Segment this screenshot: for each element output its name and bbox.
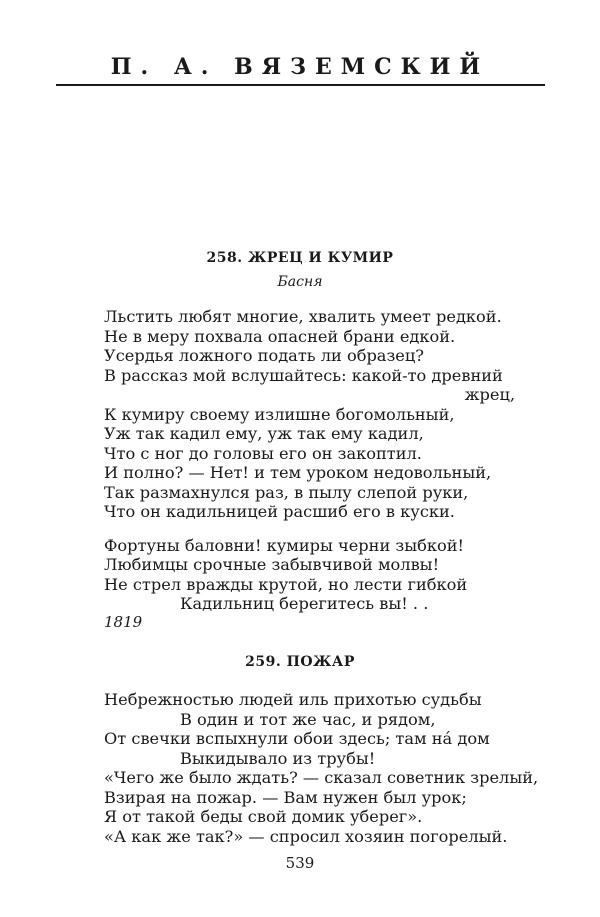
verse-line: К кумиру своему излишне богомольный, <box>104 404 455 424</box>
verse-line: От свечки вспыхнули обои здесь; там на́ дом <box>104 729 490 748</box>
verse-line: Взирая на пожар. — Вам нужен был урок; <box>104 787 467 807</box>
poem-text <box>104 307 524 614</box>
verse-line: Так размахнулся раз, в пылу слепой руки, <box>104 482 469 502</box>
poem-title: 259. ПОЖАР <box>245 654 355 670</box>
verse-line-continuation: жрец, <box>464 385 515 404</box>
verse-line: Любимцы срочные забывчивой молвы! <box>104 555 440 574</box>
poem-date: 1819 <box>104 613 143 631</box>
running-head: П. А. ВЯЗЕМСКИЙ <box>110 54 490 80</box>
verse-line: И полно? — Нет! и тем уроком недовольный, <box>104 463 492 482</box>
stanza-gap <box>104 522 524 536</box>
verse-line: Небрежностью людей иль прихотью судьбы <box>104 690 482 709</box>
verse-line: Льстить любят многие, хвалить умеет редкой. <box>104 307 502 326</box>
verse-line: «А как же так?» — спросил хозяин погорелый. <box>104 826 508 846</box>
poem-title: 258. ЖРЕЦ И КУМИР <box>206 250 394 266</box>
verse-line: Усердья ложного подать ли образец? <box>104 346 424 365</box>
header-rule <box>56 84 545 86</box>
verse-line: Не в меру похвала опасней брани едкой. <box>104 326 456 346</box>
verse-line: Фортуны баловни! кумиры черни зыбкой! <box>104 535 465 555</box>
verse-line: Уж так кадил ему, уж так ему кадил, <box>104 424 424 443</box>
verse-line: Выкидывало из трубы! <box>180 748 376 768</box>
verse-line: Что он кадильницей расшиб его в куски. <box>104 502 455 521</box>
verse-line: В один и тот же час, и рядом, <box>180 709 436 729</box>
page-number: 539 <box>285 854 315 872</box>
verse-line: «Чего же было ждать? — сказал советник зрелый, <box>104 768 539 787</box>
verse-line: В рассказ мой вслушайтесь: какой-то древний <box>104 365 503 385</box>
verse-line: Не стрел вражды крутой, но лести гибкой <box>104 574 468 594</box>
poem-subtitle: Басня <box>277 274 323 290</box>
poem-text <box>104 690 539 846</box>
verse-line: Я от такой беды свой домик уберег». <box>104 807 423 826</box>
verse-line: Кадильниц берегитесь вы! . . <box>180 594 429 613</box>
verse-line: Что с ног до головы его он закоптил. <box>104 443 422 463</box>
